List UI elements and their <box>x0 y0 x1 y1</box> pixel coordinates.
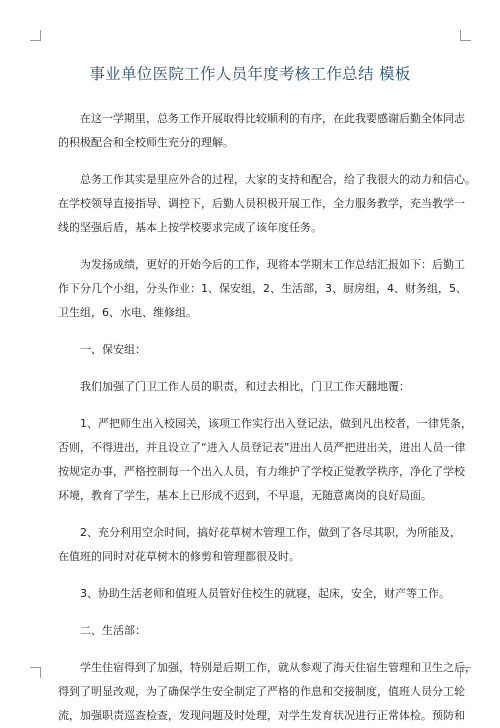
text-line: 学生住宿得到了加强，特别是后期工作，就从参观了海天住宿生管理和卫生之后， <box>80 661 476 674</box>
text-line: 作下分几个小组，分头作业：1、保安组，2、生活部，3、厨房组，4、财务组，5、 <box>58 282 467 295</box>
text-line: 卫生组，6、水电、维修组。 <box>58 306 197 319</box>
paragraph <box>58 168 476 240</box>
text-line: 环境，教育了学生，基本上已形成不迟到，不早退，无随意离岗的良好局面。 <box>58 489 432 502</box>
text-line: 线的坚强后盾，基本上按学校要求完成了该年度任务。 <box>58 221 322 234</box>
crop-mark-bottom-left <box>30 667 41 678</box>
text-line: 2、充分利用空余时间，搞好花草树木管理工作，做到了各尽其职，为所能及， <box>80 526 461 539</box>
crop-mark-top-right <box>460 30 471 41</box>
text-line: 的积极配合和全校师生充分的理解。 <box>58 136 234 149</box>
text-line: 在值班的同时对花草树木的修剪和管理都很及时。 <box>58 550 300 563</box>
text-line: 否则，不得进出，并且设立了“进入人员登记表”进出人员严把进出关，进出人员一律 <box>58 441 466 454</box>
paragraph <box>58 412 472 508</box>
text-line: 二、生活部： <box>80 624 146 637</box>
text-line: 3、协助生活老师和值班人员管好住校生的就寝，起床，安全，财产等工作。 <box>80 587 450 600</box>
section-heading <box>58 619 442 643</box>
text-line: 流，加强职责巡查检查，发现问题及时处理，对学生发育状况进行正常体检。预防和 <box>58 709 465 722</box>
text-line: 我们加强了门卫工作人员的职责，和过去相比，门卫工作天翻地覆： <box>80 380 410 393</box>
text-line: 1、严把师生出入校园关，该项工作实行出入登记法，做到凡出校者，一律凭条， <box>80 417 472 430</box>
section-heading <box>58 338 442 362</box>
crop-mark-top-left <box>30 30 41 41</box>
document-body <box>58 107 476 728</box>
text-line: 得到了明显改观，为了确保学生安全制定了严格的作息和交接制度，值班人员分工轮 <box>58 685 465 698</box>
text-line: 总务工作其实是里应外合的过程，大家的支持和配合，给了我很大的动力和信心。 <box>80 173 476 186</box>
document-title: 事业单位医院工作人员年度考核工作总结 模板 <box>89 65 411 83</box>
paragraph <box>58 582 450 606</box>
text-line: 按规定办事，严格控制每一个出入人员，有力维护了学校正觉教学秩序，净化了学校 <box>58 465 465 478</box>
text-line: 在学校领导直接指导、调控下，后勤人员积极开展工作，全力服务教学，充当教学一 <box>58 197 465 210</box>
text-line: 一、保安组： <box>80 343 146 356</box>
paragraph <box>58 253 467 325</box>
paragraph <box>58 656 476 728</box>
paragraph <box>58 521 461 569</box>
paragraph <box>58 107 465 155</box>
text-line: 在这一学期里，总务工作开展取得比较顺利的有序，在此我要感谢后勤全体同志 <box>80 112 465 125</box>
paragraph <box>58 375 442 399</box>
text-line: 为发扬成绩，更好的开始今后的工作，现将本学期末工作总结汇报如下：后勤工 <box>80 258 465 271</box>
